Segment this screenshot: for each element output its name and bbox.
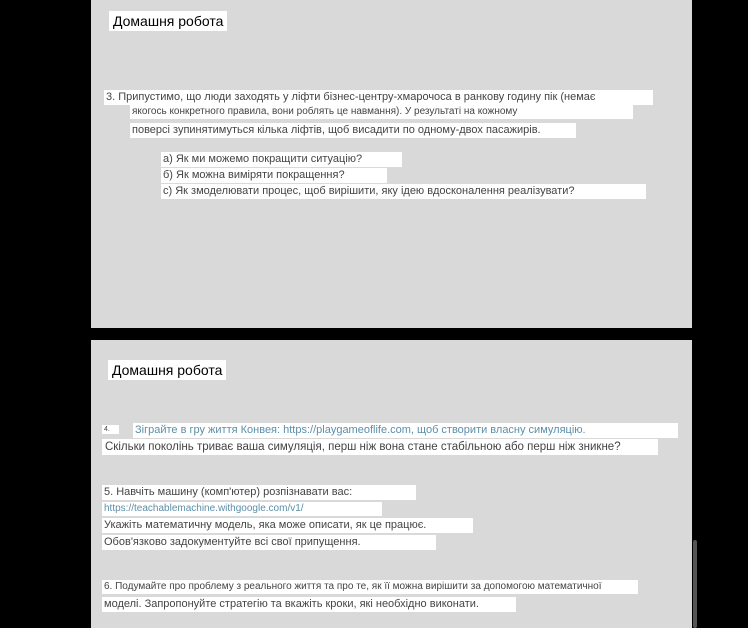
- q3-line-2: якогось конкретного правила, вони роблять це навмання). У результаті на кожному: [130, 105, 633, 119]
- q4-number: 4.: [102, 425, 119, 434]
- q3-line-1: 3. Припустимо, що люди заходять у ліфти бізнес-центру-хмарочоса в ранкову годину пік (немає: [104, 90, 653, 105]
- q3-option-b: б) Як можна виміряти покращення?: [161, 168, 387, 183]
- q3-line-3: поверсі зупинятимуться кілька ліфтів, щоб висадити по одному-двох пасажирів.: [130, 123, 576, 138]
- slide-divider: [91, 328, 692, 340]
- scrollbar-thumb[interactable]: [693, 540, 697, 628]
- q5-line-3: Обов'язково задокументуйте всі свої припущення.: [102, 535, 436, 550]
- slide-1-title: Домашня робота: [109, 11, 227, 31]
- q3-option-a: а) Як ми можемо покращити ситуацію?: [161, 152, 402, 167]
- slide-2-title: Домашня робота: [108, 360, 226, 380]
- q4-line-2: Скільки поколінь триває ваша симуляція, перш ніж вона стане стабільною або перш ніж зникне?: [102, 439, 658, 455]
- q4-line-1[interactable]: Зіграйте в гру життя Конвея: https://playgameoflife.com, щоб створити власну симуляцію.: [133, 423, 678, 438]
- q6-line-2: моделі. Запропонуйте стратегію та вкажіть кроки, які необхідно виконати.: [102, 597, 516, 612]
- q6-line-1: 6. Подумайте про проблему з реального життя та про те, як її можна вирішити за допомогою математичної: [102, 580, 638, 594]
- q5-line-2: Укажіть математичну модель, яка може описати, як це працює.: [102, 518, 473, 533]
- q5-line-1: 5. Навчіть машину (комп'ютер) розпізнавати вас:: [102, 485, 416, 500]
- q5-link[interactable]: https://teachablemachine.withgoogle.com/v1/: [102, 502, 382, 516]
- q3-option-c: с) Як змоделювати процес, щоб вирішити, яку ідею вдосконалення реалізувати?: [161, 184, 646, 199]
